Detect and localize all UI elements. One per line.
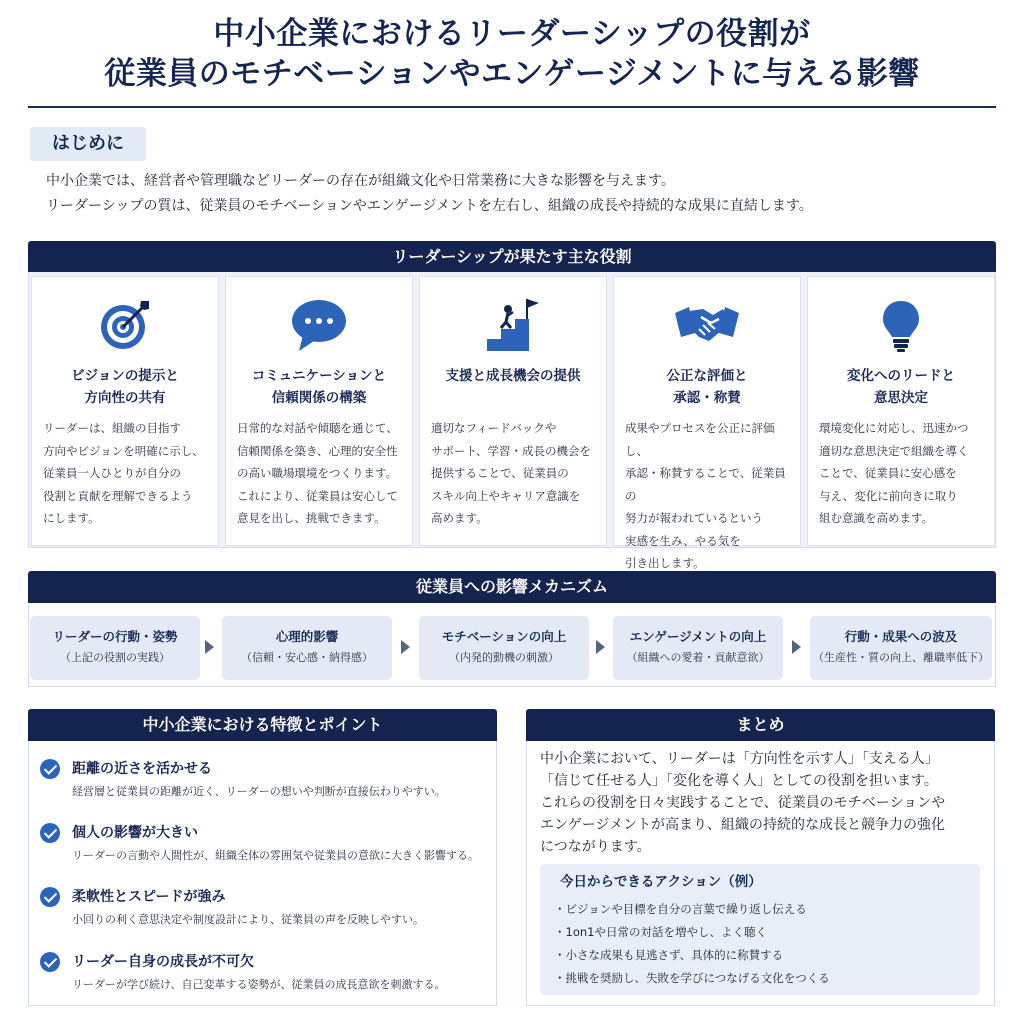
- action-item: ・1on1や日常の対話を増やし、よく聴く: [554, 925, 767, 939]
- action-item: ・挑戦を奨励し、失敗を学びにつなげる文化をつくる: [554, 971, 830, 985]
- handshake-icon: [614, 295, 800, 355]
- role-body-line: ことで、従業員に安心感を: [819, 466, 957, 480]
- role-card-vision: [31, 276, 219, 546]
- summary-text: [540, 748, 990, 858]
- arrow-right-icon: [596, 640, 605, 654]
- feature-body: リーダーの言動や人間性が、組織全体の雰囲気や従業員の意欲に大きく影響する。: [72, 849, 479, 862]
- role-title-line: ビジョンの提示と: [71, 368, 179, 384]
- feature-title: 距離の近さを活かせる: [72, 761, 212, 777]
- role-body-line: 承認・称賛することで、従業員の: [625, 466, 786, 503]
- role-card-support: [419, 276, 607, 546]
- summary-line: これらの役割を日々実践することで、従業員のモチベーションや: [540, 795, 946, 811]
- role-body: [237, 417, 406, 530]
- feature-body: 小回りの利く意思決定や制度設計により、従業員の声を反映しやすい。: [72, 913, 424, 926]
- speech-bubble-icon: [226, 295, 412, 355]
- mechanism-step-title: 行動・成果への波及: [844, 629, 958, 644]
- title-line-1: 中小企業におけるリーダーシップの役割が: [213, 16, 811, 52]
- arrow-right-icon: [792, 640, 801, 654]
- role-body-line: 高めます。: [431, 511, 488, 525]
- checkmark-icon: [40, 823, 60, 843]
- action-box: [540, 864, 980, 995]
- intro-line: 中小企業では、経営者や管理職などリーダーの存在が組織文化や日常業務に大きな影響を与えます。: [46, 173, 675, 189]
- intro-line: リーダーシップの質は、従業員のモチベーションやエンゲージメントを左右し、組織の成長や持続的な成果に直結します。: [46, 198, 813, 214]
- role-title: [426, 365, 600, 387]
- action-item: ・ビジョンや目標を自分の言葉で繰り返し伝える: [554, 902, 807, 916]
- role-title-line: 変化へのリードと: [847, 368, 955, 384]
- role-body-line: スキル向上やキャリア意識を: [431, 488, 581, 503]
- role-body-line: 日常的な対話や傾聴を通じて、: [237, 421, 398, 435]
- role-body-line: 成果やプロセスを公正に評価し、: [625, 421, 775, 458]
- intro-heading: はじめに: [30, 127, 146, 161]
- role-title: [232, 365, 406, 409]
- mechanism-step-title: リーダーの行動・姿勢: [52, 629, 178, 644]
- role-body-line: 適切な意思決定で組織を導く: [819, 443, 969, 458]
- feature-title: 柔軟性とスピードが強み: [72, 889, 226, 905]
- feature-title: 個人の影響が大きい: [72, 825, 198, 841]
- role-title-line: コミュニケーションと: [251, 368, 387, 384]
- role-title: [38, 365, 212, 409]
- mechanism-step: [810, 616, 992, 680]
- role-title-line: 支援と成長機会の提供: [445, 368, 581, 384]
- role-body-line: 与え、変化に前向きに取り: [819, 488, 958, 503]
- role-body: [625, 417, 794, 575]
- role-body-line: 意見を出し、挑戦できます。: [237, 511, 386, 525]
- role-title-line: 信頼関係の構築: [271, 390, 367, 406]
- role-body-line: 提供することで、従業員の: [431, 466, 569, 480]
- role-body-line: これにより、従業員は安心して: [237, 488, 398, 503]
- checkmark-icon: [40, 952, 60, 972]
- feature-body: 経営層と従業員の距離が近く、リーダーの想いや判断が直接伝わりやすい。: [72, 785, 446, 798]
- summary-heading: まとめ: [526, 709, 995, 741]
- mechanism-step: [613, 616, 783, 680]
- mechanism-step-sub: （信頼・安心感・納得感）: [241, 651, 373, 664]
- role-body-line: にします。: [43, 511, 100, 525]
- role-body-line: 従業員一人ひとりが自分の: [43, 466, 181, 480]
- action-list: [554, 898, 974, 990]
- mechanism-step: [30, 616, 200, 680]
- role-body-line: 役割と貢献を理解できるよう: [43, 488, 193, 503]
- mechanism-step-title: 心理的影響: [275, 629, 339, 644]
- features-heading: 中小企業における特徴とポイント: [28, 709, 497, 741]
- feature-body: リーダーが学び続け、自己変革する姿勢が、従業員の成長意欲を刺激する。: [72, 978, 446, 991]
- role-body-line: サポート、学習・成長の機会を: [431, 443, 591, 458]
- summary-line: につながります。: [540, 839, 651, 855]
- mechanism-step-title: エンゲージメントの向上: [629, 629, 767, 644]
- mechanism-step: [419, 616, 589, 680]
- mechanism-step-sub: （生産性・質の向上、離職率低下）: [813, 651, 989, 664]
- role-title-line: 承認・称賛: [673, 390, 741, 406]
- role-body-line: 適切なフィードバックや: [431, 421, 557, 435]
- role-card-communication: [225, 276, 413, 546]
- role-title-line: 意思決定: [874, 390, 928, 406]
- intro-text: [46, 169, 996, 219]
- arrow-right-icon: [401, 640, 410, 654]
- title-line-2: 従業員のモチベーションやエンゲージメントに与える影響: [104, 56, 920, 92]
- role-body-line: リーダーは、組織の目指す: [43, 421, 181, 435]
- target-icon: [32, 295, 218, 355]
- role-title-line: 方向性の共有: [84, 390, 166, 406]
- action-item: ・小さな成果も見逃さず、具体的に称賛する: [554, 948, 784, 962]
- checkmark-icon: [40, 759, 60, 779]
- page-title: [28, 14, 996, 108]
- summary-line: 「信じて任せる人」「変化を導く人」としての役割を担います。: [540, 773, 938, 789]
- role-body: [43, 417, 212, 530]
- action-heading: 今日からできるアクション（例）: [560, 874, 762, 890]
- mechanism-step-title: モチベーションの向上: [441, 629, 567, 644]
- role-body-line: の高い職場環境をつくります。: [237, 466, 398, 480]
- feature-title: リーダー自身の成長が不可欠: [72, 954, 254, 970]
- mechanism-step-sub: （内発的動機の刺激）: [449, 651, 559, 664]
- checkmark-icon: [40, 887, 60, 907]
- role-body-line: 方向やビジョンを明確に示し、: [43, 443, 204, 458]
- growth-stairs-icon: [420, 295, 606, 355]
- role-body: [819, 417, 988, 530]
- mechanism-step-sub: （上記の役割の実践）: [60, 651, 170, 664]
- role-body-line: 引き出します。: [625, 556, 705, 570]
- role-body-line: 環境変化に対応し、迅速かつ: [819, 421, 969, 435]
- role-body: [431, 417, 600, 530]
- role-card-evaluation: [613, 276, 801, 570]
- summary-line: 中小企業において、リーダーは「方向性を示す人」「支える人」: [540, 751, 939, 767]
- mechanism-heading: 従業員への影響メカニズム: [28, 571, 996, 603]
- summary-line: エンゲージメントが高まり、組織の持続的な成長と競争力の強化: [540, 817, 946, 833]
- arrow-right-icon: [205, 640, 214, 654]
- role-body-line: 信頼関係を築き、心理的安全性: [237, 443, 398, 458]
- role-title: [620, 365, 794, 409]
- role-title: [814, 365, 988, 409]
- roles-heading: リーダーシップが果たす主な役割: [28, 241, 996, 272]
- mechanism-step-sub: （組織への愛着・貢献意欲）: [626, 651, 770, 664]
- mechanism-step: [222, 616, 392, 680]
- role-body-line: 実感を生み、やる気を: [625, 533, 741, 548]
- lightbulb-icon: [808, 295, 994, 355]
- role-title-line: 公正な評価と: [666, 368, 748, 384]
- role-card-change: [807, 276, 995, 546]
- role-body-line: 努力が報われているという: [625, 511, 763, 525]
- role-body-line: 組む意識を高めます。: [819, 511, 934, 525]
